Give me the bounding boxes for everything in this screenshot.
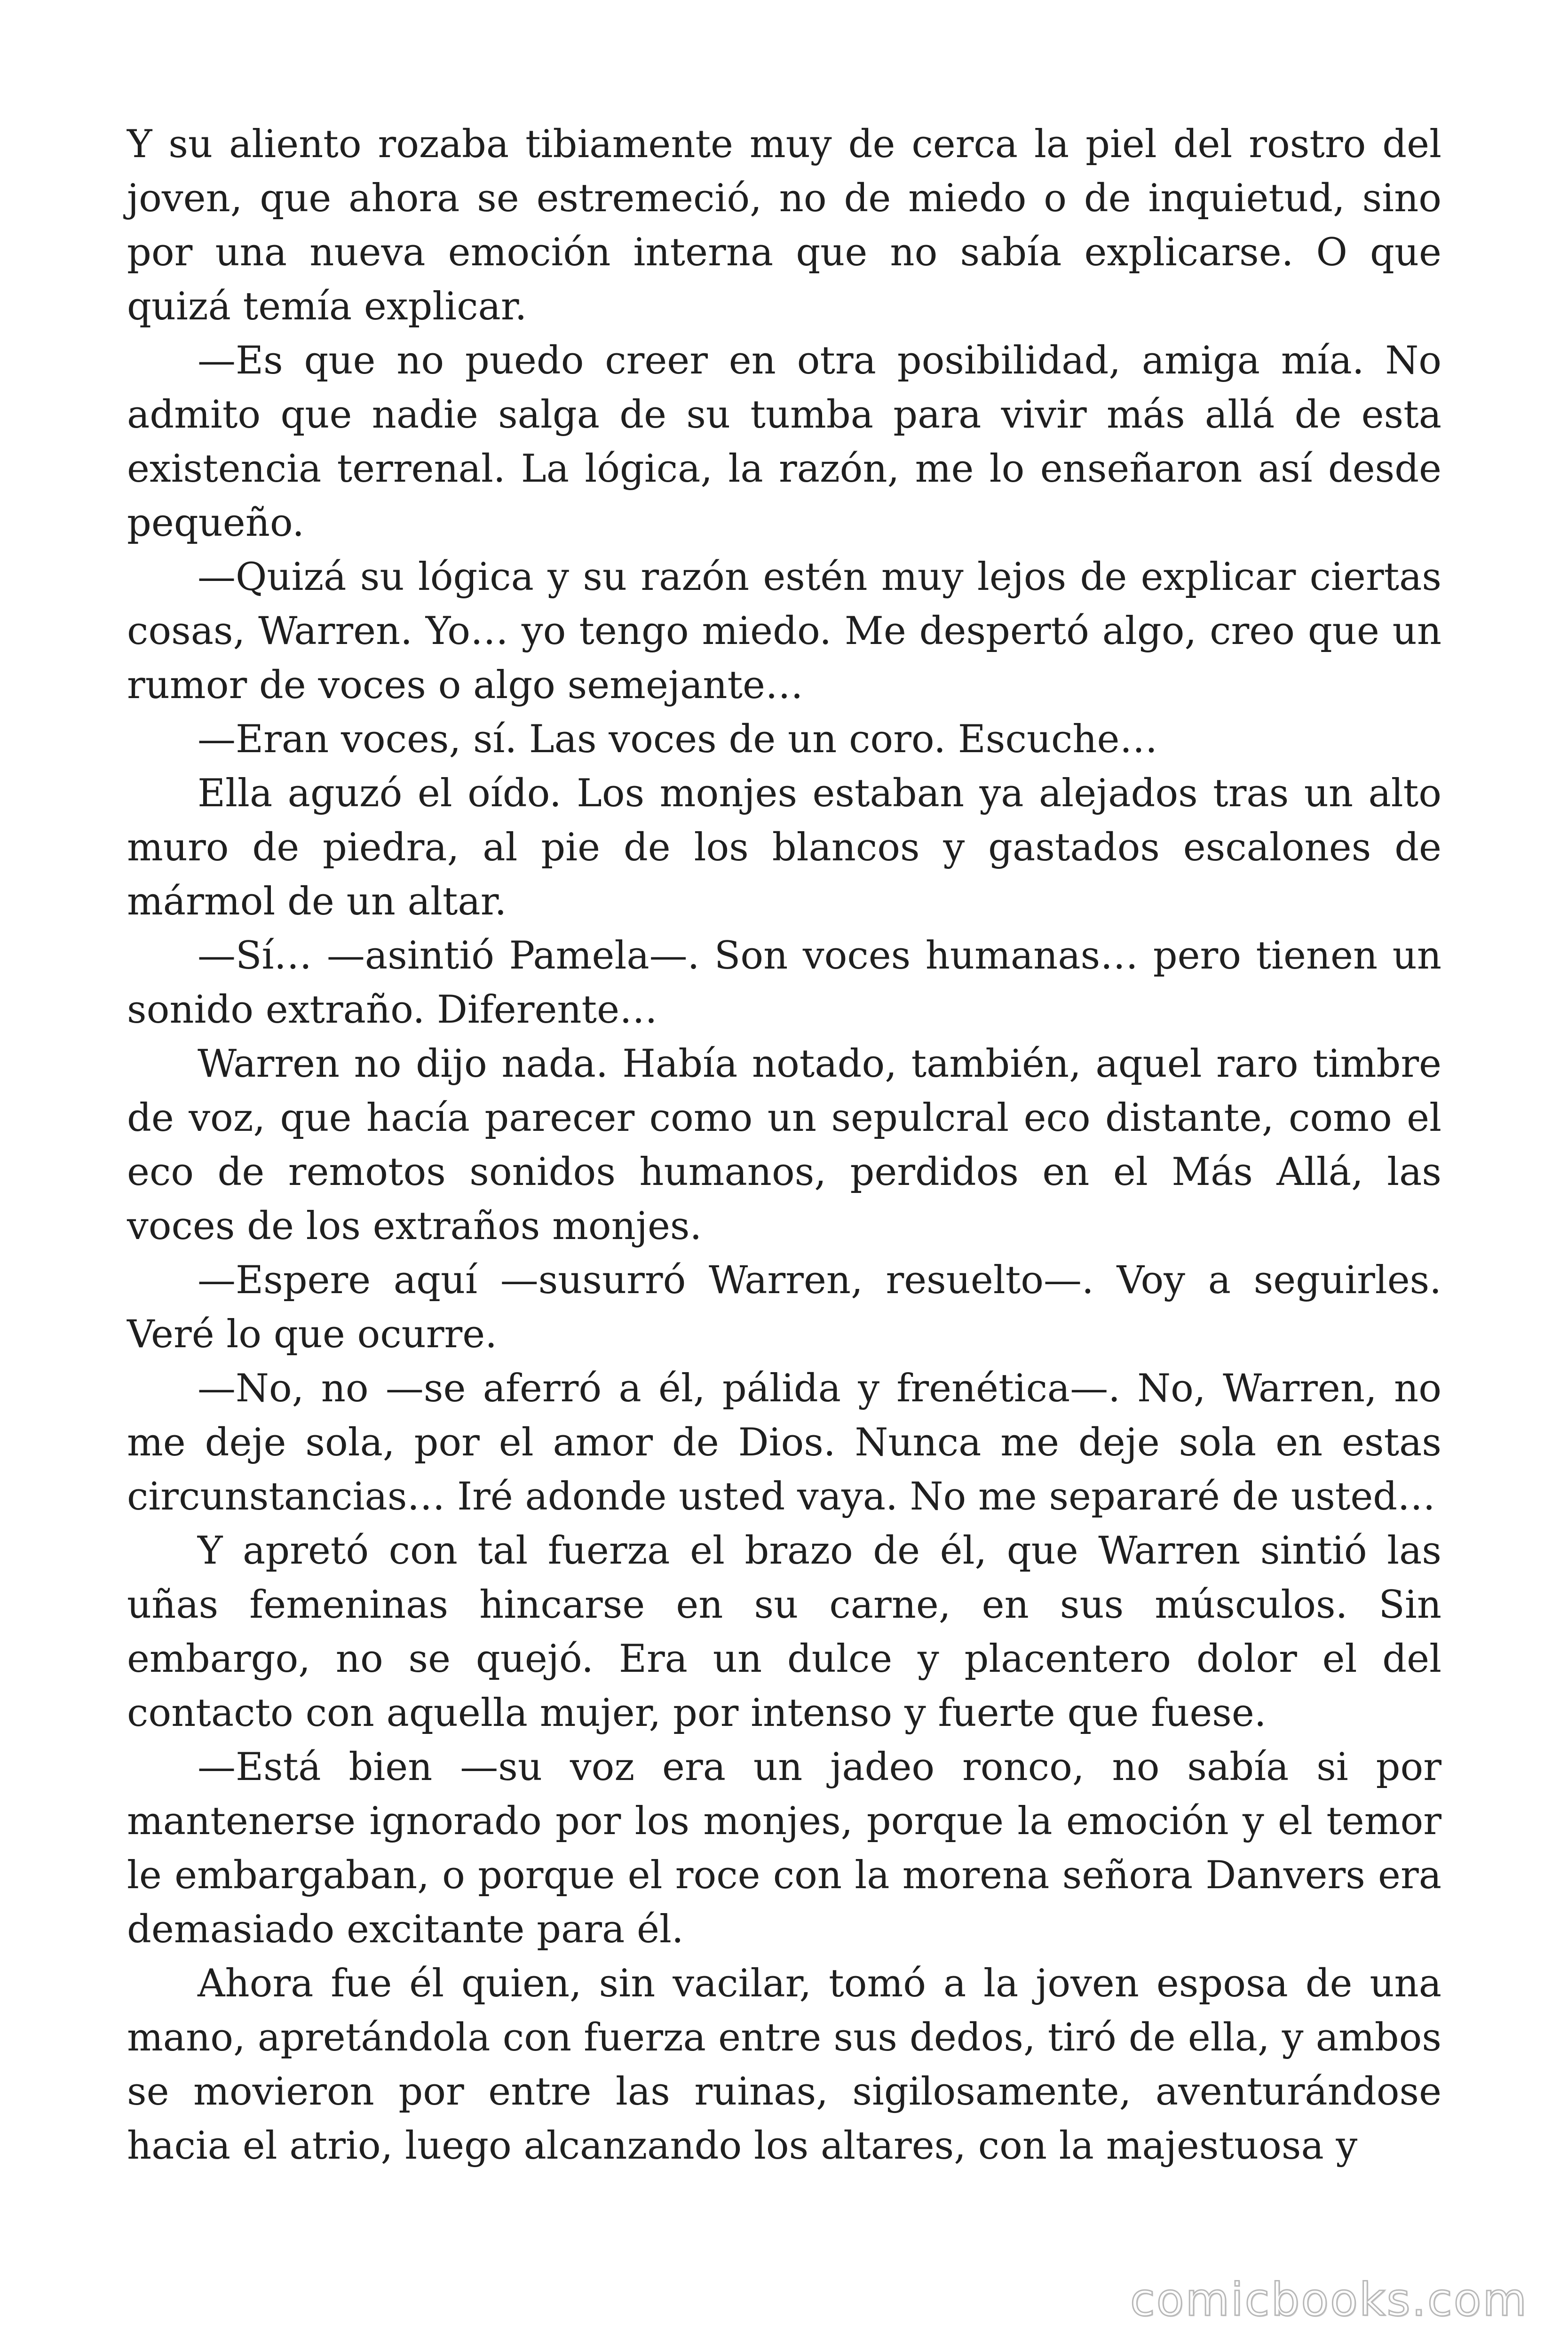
- paragraph: —Sí… —asintió Pamela—. Son voces humanas… pero tienen un sonido extraño. Diferente…: [127, 934, 1441, 1032]
- body-text: [127, 118, 1441, 2173]
- paragraph: —Espere aquí —susurró Warren, resuelto—. Voy a seguirles. Veré lo que ocurre.: [127, 1258, 1441, 1357]
- paragraph: Ahora fue él quien, sin vacilar, tomó a la joven esposa de una mano, apretándola con fuerza entre sus dedos, tiró de ella, y ambos se movieron por entre las ruinas, sigilosamente, aventurándose hacia el atrio, luego alcanzando los altares, con la majestuosa y: [127, 1962, 1441, 2168]
- paragraph: Ella aguzó el oído. Los monjes estaban ya alejados tras un alto muro de piedra, al pie de los blancos y gastados escalones de mármol de un altar.: [127, 771, 1441, 924]
- paragraph: Warren no dijo nada. Había notado, también, aquel raro timbre de voz, que hacía parecer como un sepulcral eco distante, como el eco de remotos sonidos humanos, perdidos en el Más Allá, las voces de los extraños monjes.: [127, 1042, 1441, 1248]
- paragraph: —Está bien —su voz era un jadeo ronco, no sabía si por mantenerse ignorado por los monjes, porque la emoción y el temor le embargaban, o porque el roce con la morena señora Danvers era demasiado excitante para él.: [127, 1745, 1441, 1952]
- paragraph: —Es que no puedo creer en otra posibilidad, amiga mía. No admito que nadie salga de su tumba para vivir más allá de esta existencia terrenal. La lógica, la razón, me lo enseñaron así desde pequeño.: [127, 339, 1441, 545]
- paragraph: —No, no —se aferró a él, pálida y frenética—. No, Warren, no me deje sola, por el amor de Dios. Nunca me deje sola en estas circunstancias… Iré adonde usted vaya. No me separaré de usted…: [127, 1367, 1441, 1519]
- paragraph: —Eran voces, sí. Las voces de un coro. Escuche…: [198, 717, 1158, 762]
- watermark: comicbooks.com: [1130, 2273, 1528, 2326]
- paragraph: Y su aliento rozaba tibiamente muy de cerca la piel del rostro del joven, que ahora se estremeció, no de miedo o de inquietud, sino por una nueva emoción interna que no sabía explicarse. O que quizá temía explicar.: [127, 122, 1441, 329]
- paragraph: Y apretó con tal fuerza el brazo de él, que Warren sintió las uñas femeninas hincarse en su carne, en sus músculos. Sin embargo, no se quejó. Era un dulce y placentero dolor el del contacto con aquella mujer, por intenso y fuerte que fuese.: [127, 1529, 1441, 1735]
- paragraph: —Quizá su lógica y su razón estén muy lejos de explicar ciertas cosas, Warren. Yo… yo tengo miedo. Me despertó algo, creo que un rumor de voces o algo semejante…: [127, 555, 1441, 707]
